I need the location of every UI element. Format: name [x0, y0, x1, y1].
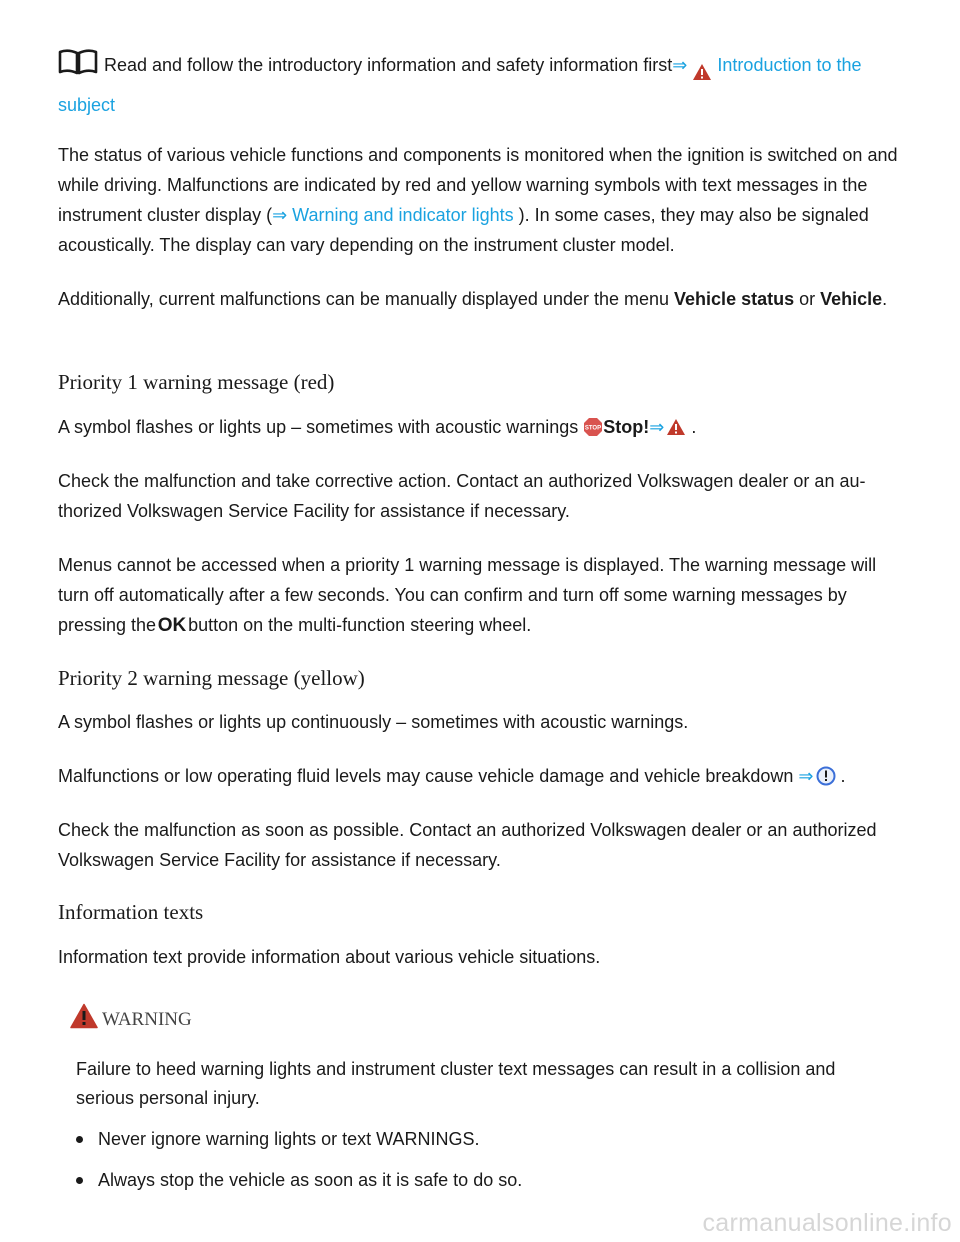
warning-text: Failure to heed warning lights and instrument cluster text messages can result in a collision and serious personal injury.	[76, 1059, 836, 1108]
svg-text:OK: OK	[157, 615, 187, 636]
heading-priority-1: Priority 1 warning message (red)	[58, 370, 335, 394]
intro-text: Read and follow the introductory information and safety information first	[104, 55, 673, 75]
bullet-dot	[76, 1177, 83, 1184]
heading-information-texts: Information texts	[58, 900, 204, 924]
stop-icon	[583, 416, 603, 446]
warning-triangle-icon	[692, 60, 712, 90]
status-paragraph: The status of various vehicle functions and components is monitored when the ignition is switched on and while driving. Malfunctions are indicated by red and yellow warning symbols with text messages in the instrument cluster display (⇒ Warning and indicator lights ). In some cases, they may also be signaled acoustically. The display can vary depending on the instrument cluster model.	[58, 145, 898, 255]
priority2-check-paragraph: Check the malfunction as soon as possible. Contact an authorized Volkswagen dealer or an authorized Volkswagen Service Facility for assistance if necessary.	[58, 820, 877, 870]
book-icon	[58, 49, 98, 84]
stop-link[interactable]: ⇒	[649, 417, 686, 437]
watermark: carmanualsonline.info	[702, 1209, 952, 1237]
ok-button-icon	[157, 613, 187, 643]
svg-text:STOP: STOP	[585, 425, 602, 432]
warning-header	[70, 1003, 192, 1033]
information-texts-paragraph: Information text provide information about various vehicle situations.	[58, 947, 601, 967]
notice-icon	[816, 765, 836, 795]
warning-triangle-icon	[666, 415, 686, 445]
warning-lights-link[interactable]: ⇒ Warning and indicator lights	[272, 205, 514, 225]
intro-paragraph	[58, 49, 908, 120]
priority1-symbol-paragraph: A symbol flashes or lights up – sometimes with acoustic warnings STOP Stop!⇒ .	[58, 412, 908, 446]
intro-link[interactable]: ⇒ Introduction to the subject	[58, 55, 862, 115]
stop-label: Stop!	[603, 417, 650, 437]
priority2-symbol-paragraph: A symbol flashes or lights up continuously – sometimes with acoustic warnings.	[58, 712, 689, 732]
heading-priority-2: Priority 2 warning message (yellow)	[58, 666, 365, 690]
bullet-dot	[76, 1136, 83, 1143]
priority1-check-paragraph: Check the malfunction and take corrective action. Contact an authorized Volkswagen dealer or an authorized Volkswagen Service Facility for assistance if necessary.	[58, 471, 866, 521]
warning-label: WARNING	[102, 1009, 192, 1030]
priority1-menus-paragraph: Menus cannot be accessed when a priority 1 warning message is displayed. The warning message will turn off automatically after a few seconds. You can confirm and turn off some warning messages by pressing the OK button on the multi-function steering wheel.	[58, 550, 908, 643]
menu-paragraph: Additionally, current malfunctions can be manually displayed under the menu Vehicle status or Vehicle.	[58, 289, 888, 309]
warning-triangle-icon	[70, 1003, 98, 1034]
priority2-damage-paragraph: Malfunctions or low operating fluid levels may cause vehicle damage and vehicle breakdown ⇒ .	[58, 761, 908, 795]
notice-link[interactable]: ⇒	[798, 766, 835, 786]
